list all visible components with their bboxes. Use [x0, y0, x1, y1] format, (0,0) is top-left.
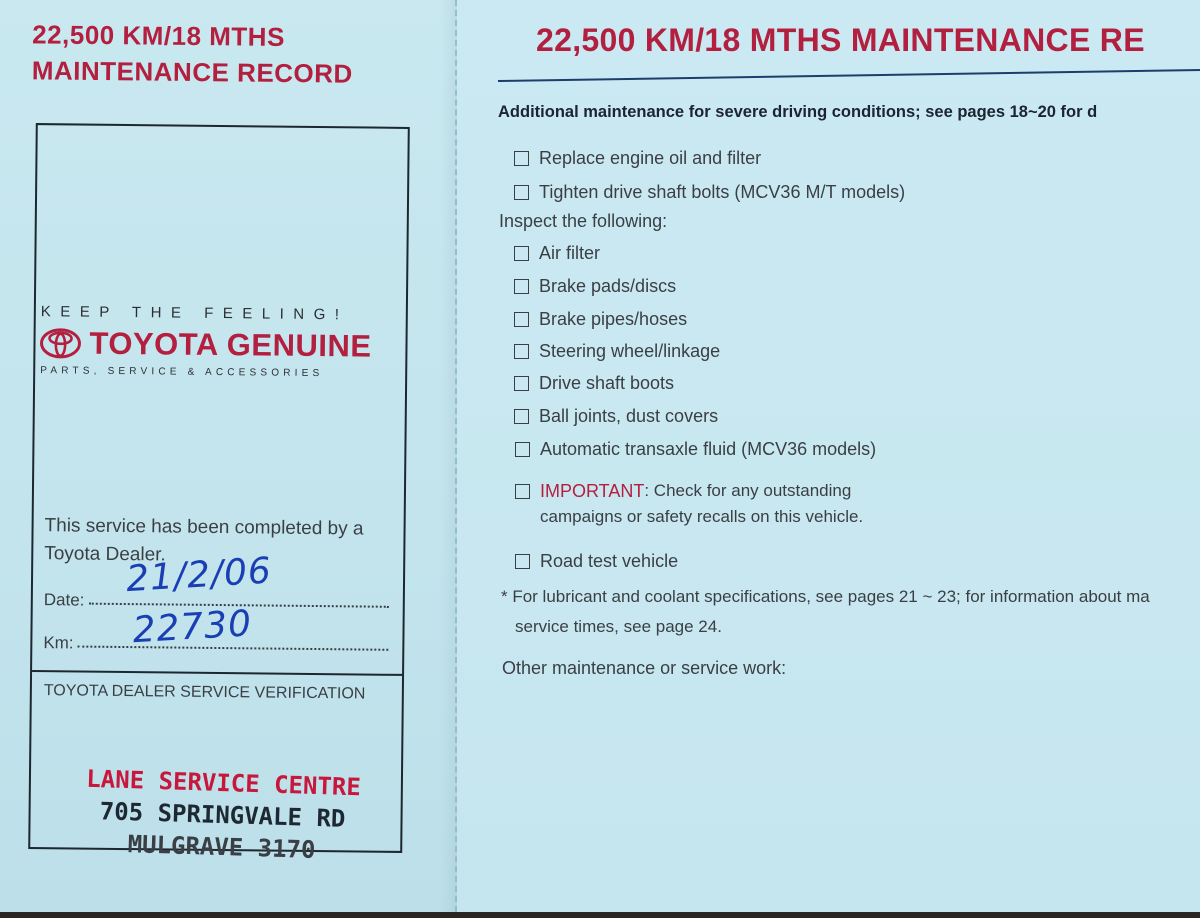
maintenance-checklist — [457, 0, 1200, 912]
checklist-item-label: Road test vehicle — [540, 551, 679, 571]
checklist-item[interactable] — [514, 406, 718, 427]
important-item[interactable] — [515, 478, 863, 530]
handwritten-date: 21/2/06 — [124, 550, 273, 601]
checklist-item[interactable] — [514, 373, 674, 394]
left-page-title — [32, 16, 354, 91]
brand-subtitle: PARTS, SERVICE & ACCESSORIES — [40, 365, 324, 380]
checkbox-icon[interactable] — [514, 312, 529, 327]
checkbox-icon[interactable] — [514, 185, 529, 200]
checklist-item-label: Replace engine oil and filter — [539, 148, 762, 168]
checklist-item[interactable] — [514, 309, 687, 330]
checklist-item-label: Brake pipes/hoses — [539, 309, 688, 329]
checklist-item[interactable] — [514, 276, 676, 297]
background-edge — [0, 912, 1200, 918]
checkbox-icon[interactable] — [514, 151, 529, 166]
checkbox-icon[interactable] — [514, 344, 529, 359]
checklist-item-label: Brake pads/discs — [539, 276, 677, 296]
other-maintenance-label: Other maintenance or service work: — [502, 658, 787, 678]
toyota-logo-icon — [39, 327, 81, 359]
dealer-stamp — [51, 762, 394, 869]
note-line1: * For lubricant and coolant specifications, see pages 21 ~ 23; for information about ma — [501, 587, 1150, 606]
left-title-line1: 22,500 KM/18 MTHS — [32, 19, 286, 52]
checkbox-icon[interactable] — [514, 279, 529, 294]
checklist-item[interactable] — [514, 182, 905, 203]
brand-row — [39, 323, 399, 367]
km-dotted-line — [78, 646, 389, 651]
important-line1: : Check for any outstanding — [644, 481, 852, 500]
stamp-line3: MULGRAVE 3170 — [127, 830, 316, 864]
important-keyword: IMPORTANT — [540, 481, 645, 501]
checkbox-icon[interactable] — [514, 376, 529, 391]
left-title-line2: MAINTENANCE RECORD — [31, 55, 353, 89]
left-page — [0, 0, 457, 912]
brand-name: TOYOTA GENUINE — [89, 325, 372, 364]
verification-label: TOYOTA DEALER SERVICE VERIFICATION — [43, 682, 366, 703]
checklist-item[interactable] — [514, 341, 720, 362]
checkbox-icon[interactable] — [515, 484, 530, 499]
checklist-item-label: Drive shaft boots — [539, 373, 675, 393]
checklist-item-label: Automatic transaxle fluid (MCV36 models) — [540, 439, 877, 459]
date-label: Date: — [43, 590, 85, 610]
checklist-item-label: Steering wheel/linkage — [539, 341, 721, 361]
checklist-item-road-test[interactable] — [515, 551, 678, 572]
right-page-title: 22,500 KM/18 MTHS MAINTENANCE RE — [536, 22, 1145, 58]
checklist-item-label: Tighten drive shaft bolts (MCV36 M/T models) — [539, 182, 906, 202]
checkbox-icon[interactable] — [514, 246, 529, 261]
stamp-line2: 705 SPRINGVALE RD — [99, 797, 346, 833]
handwritten-km: 22730 — [131, 603, 254, 652]
checkbox-icon[interactable] — [515, 442, 530, 457]
severe-conditions-intro: Additional maintenance for severe driving conditions; see pages 18~20 for d — [498, 103, 1098, 121]
km-label: Km: — [43, 633, 74, 653]
important-line2: campaigns or safety recalls on this vehicle. — [540, 507, 864, 526]
completed-statement: This service has been completed by a Toyota Dealer. — [44, 515, 364, 566]
checklist-item-label: Ball joints, dust covers — [539, 406, 719, 426]
checkbox-icon[interactable] — [514, 409, 529, 424]
slogan-text: KEEP THE FEELING! — [40, 303, 349, 324]
stamp-line1: LANE SERVICE CENTRE — [85, 764, 362, 802]
dealer-verification-box — [28, 123, 410, 864]
checklist-item[interactable] — [515, 439, 876, 460]
note-line2: service times, see page 24. — [515, 617, 722, 636]
inspect-label: Inspect the following: — [499, 211, 668, 231]
checklist-item[interactable] — [514, 243, 600, 264]
checklist-item[interactable] — [514, 148, 761, 169]
lubricant-note — [501, 582, 1150, 642]
checkbox-icon[interactable] — [515, 554, 530, 569]
box-divider — [32, 670, 402, 676]
checklist-item-label: Air filter — [539, 243, 601, 263]
right-page — [457, 0, 1200, 912]
